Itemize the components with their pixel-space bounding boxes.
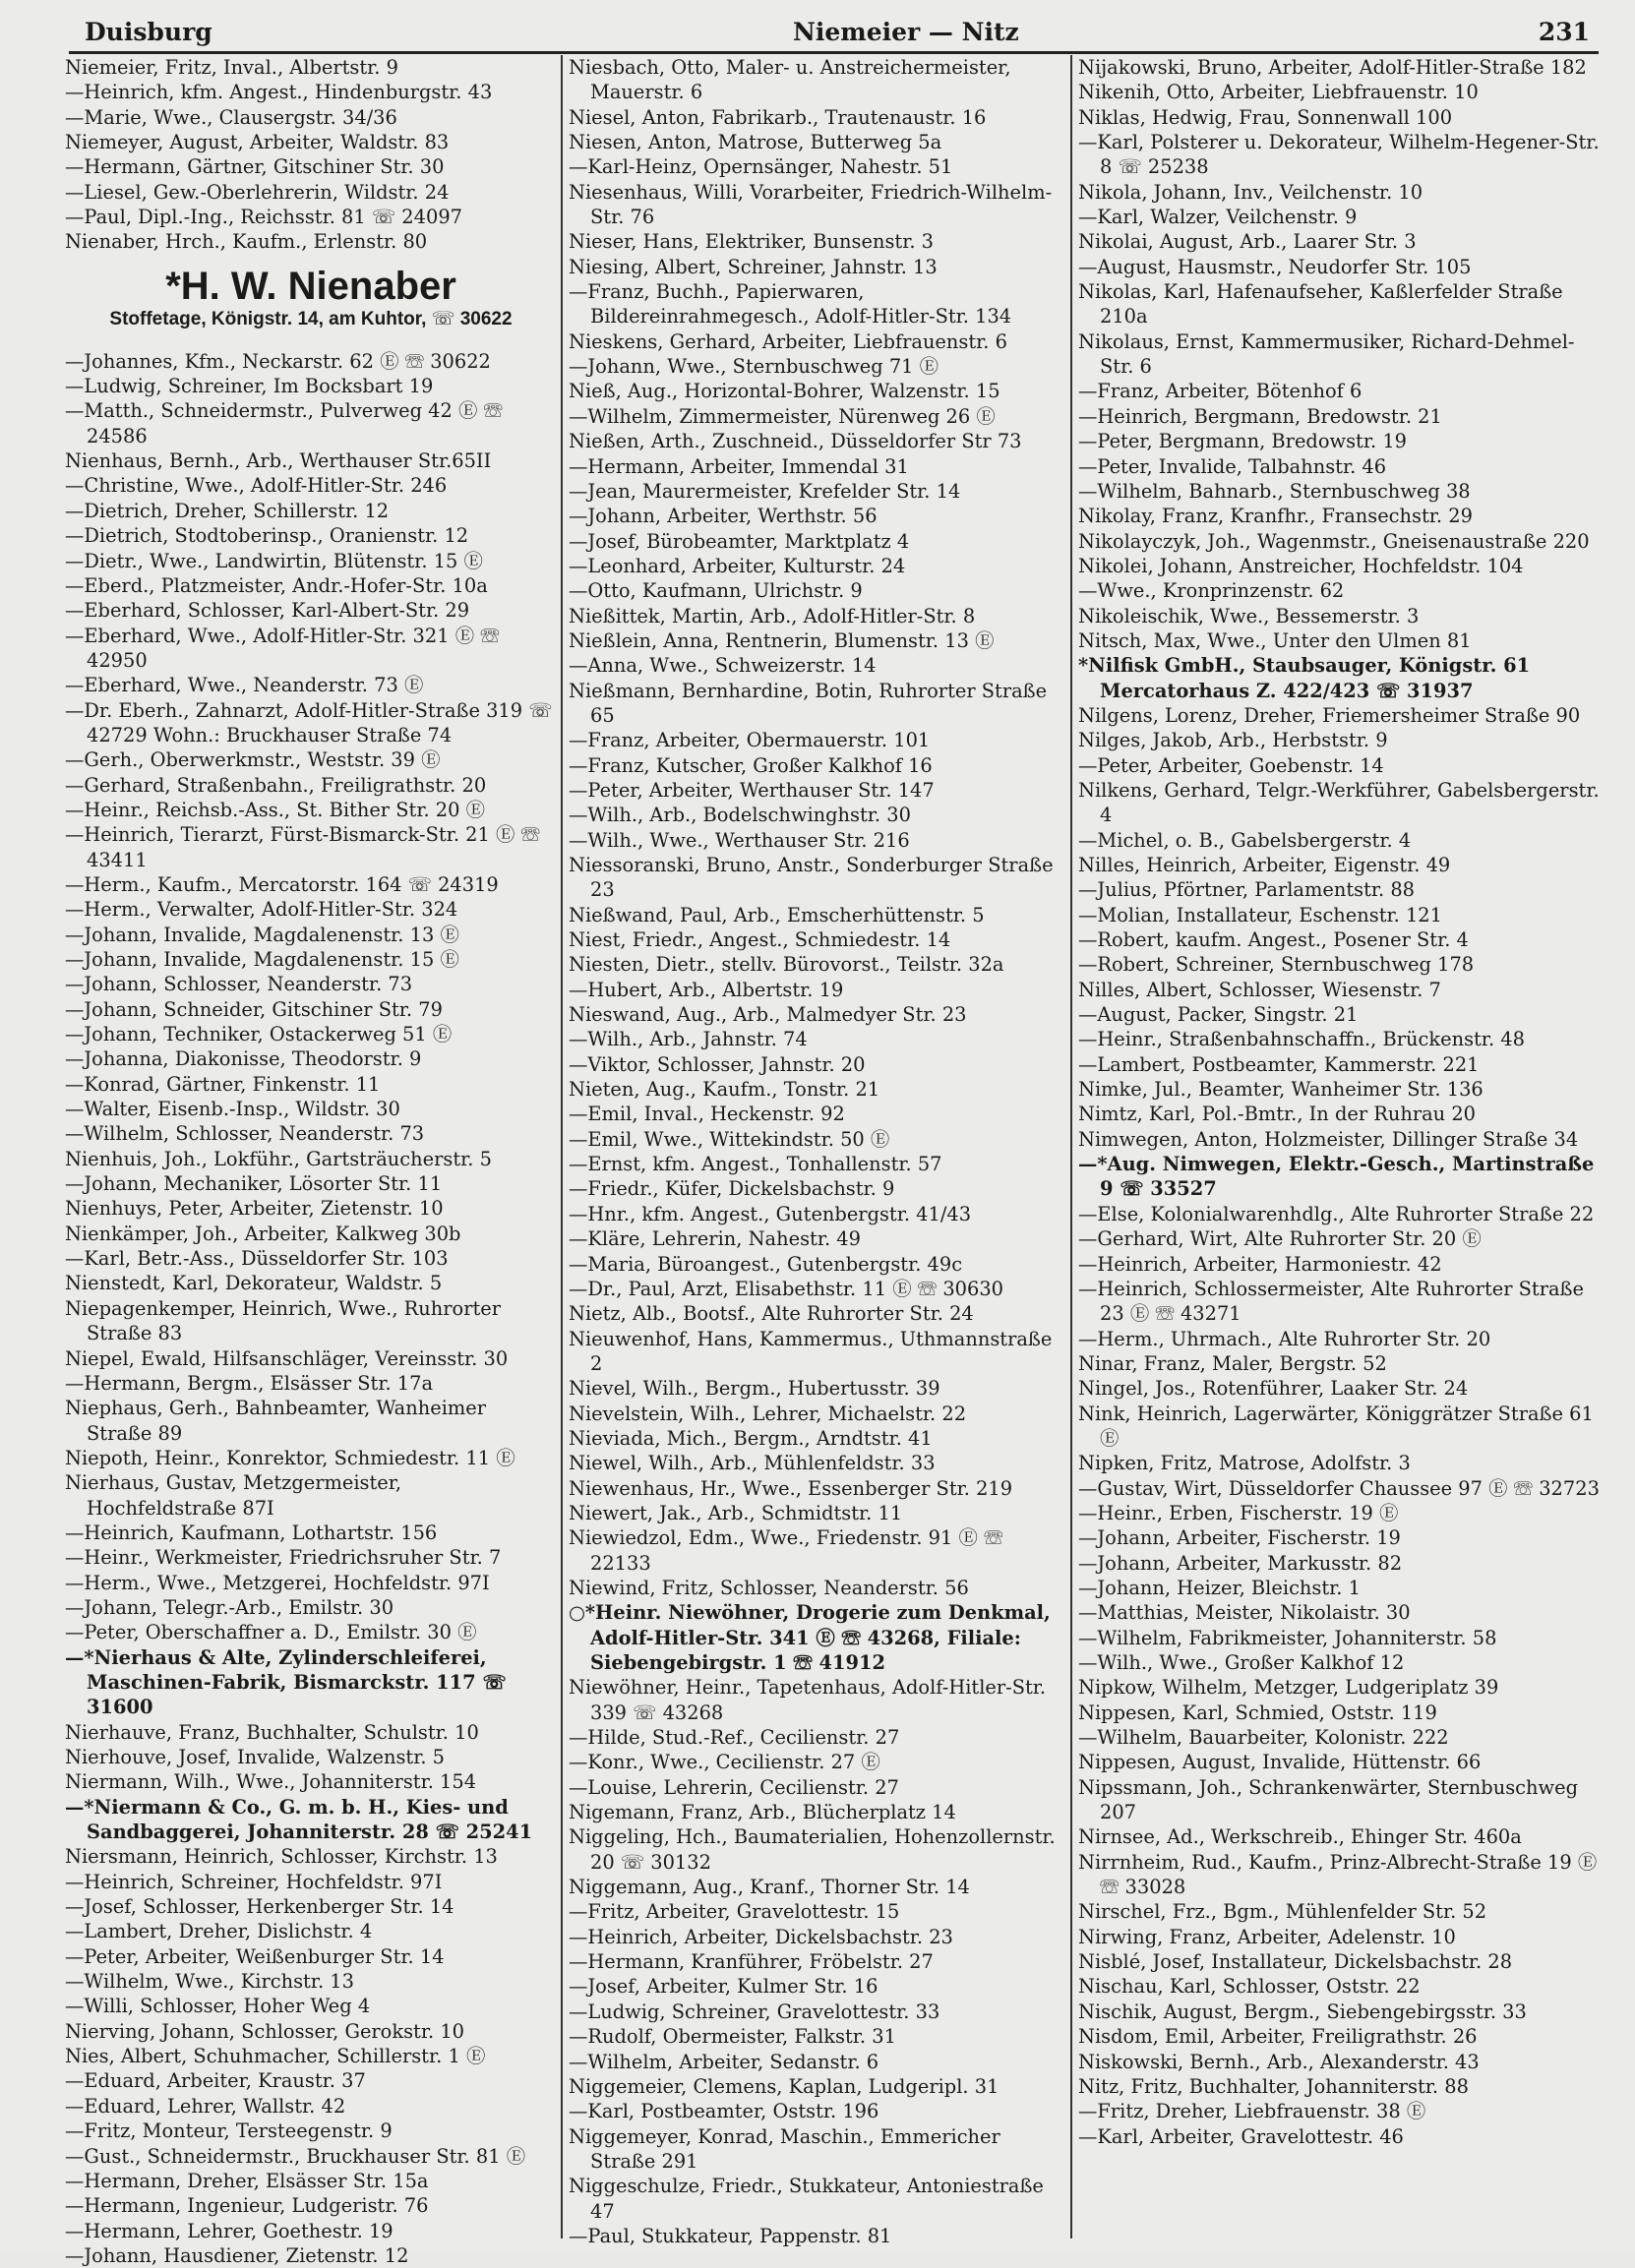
column-2: [569, 55, 1068, 2247]
directory-entry: —Johann, Hausdiener, Zietenstr. 12: [65, 2243, 409, 2267]
directory-entry: —Paul, Stukkateur, Pappenstr. 81: [569, 2224, 892, 2247]
directory-entry: —Wilhelm, Wwe., Kirchstr. 13: [65, 1970, 354, 1994]
directory-entry: Nipkow, Wilhelm, Metzger, Ludgeriplatz 39: [1078, 1676, 1499, 1700]
directory-entry: —Johann, Mechaniker, Lösorter Str. 11: [65, 1172, 443, 1196]
directory-entry: Niesel, Anton, Fabrikarb., Trautenaustr. 16: [569, 105, 987, 129]
directory-entry: Niepagenkemper, Heinrich, Wwe., Ruhrorter Straße 83: [65, 1296, 502, 1345]
directory-entry: Nink, Heinrich, Lagerwärter, Königgrätzer Straße 61 Ⓔ: [1078, 1402, 1594, 1450]
directory-entry: Nischik, August, Bergm., Siebengebirgsstr. 33: [1078, 1999, 1527, 2023]
directory-entry: Nimwegen, Anton, Holzmeister, Dillinger Straße 34: [1078, 1127, 1579, 1151]
directory-entry: —Wilh., Wwe., Großer Kalkhof 12: [1078, 1651, 1405, 1674]
directory-entry: Nieuwenhof, Hans, Kammermus., Uthmannstraße 2: [569, 1327, 1053, 1375]
directory-entry: —Karl, Arbeiter, Gravelottestr. 46: [1078, 2124, 1404, 2148]
directory-entry: Nikenih, Otto, Arbeiter, Liebfrauenstr. 10: [1078, 81, 1479, 104]
directory-entry: —Robert, Schreiner, Sternbuschweg 178: [1078, 953, 1475, 977]
directory-entry: —Wilhelm, Bahnarb., Sternbuschweg 38: [1078, 479, 1471, 503]
directory-entry: —Hermann, Kranführer, Fröbelstr. 27: [569, 1950, 934, 1974]
directory-entry: Nikolayczyk, Joh., Wagenmstr., Gneisenaustraße 220: [1078, 529, 1590, 553]
directory-entry: Ningel, Jos., Rotenführer, Laaker Str. 24: [1078, 1377, 1469, 1401]
directory-entry: Niersmann, Heinrich, Schlosser, Kirchstr. 13: [65, 1845, 498, 1869]
directory-entry: —Karl, Polsterer u. Dekorateur, Wilhelm-Hegener-Str. 8 ☏ 25238: [1078, 131, 1600, 179]
directory-entry: —Wilh., Wwe., Werthauser Str. 216: [569, 828, 910, 852]
advertisement: [65, 255, 557, 349]
directory-entry: —Dietrich, Dreher, Schillerstr. 12: [65, 499, 390, 522]
directory-entry: Nikolai, August, Arb., Laarer Str. 3: [1078, 230, 1417, 254]
directory-entry: —Ludwig, Schreiner, Im Bocksbart 19: [65, 375, 434, 398]
directory-entry: —Hilde, Stud.-Ref., Cecilienstr. 27: [569, 1726, 900, 1750]
directory-entry: —Dietrich, Stodtoberinsp., Oranienstr. 12: [65, 524, 469, 548]
directory-entry: Nigemann, Franz, Arb., Blücherplatz 14: [569, 1801, 956, 1824]
directory-entry: —Fritz, Dreher, Liebfrauenstr. 38 Ⓔ: [1078, 2100, 1426, 2123]
directory-entry: Niskowski, Bernh., Arb., Alexanderstr. 43: [1078, 2050, 1480, 2073]
directory-entry: Niermann, Wilh., Wwe., Johanniterstr. 154: [65, 1770, 477, 1794]
directory-entry: —Johann, Heizer, Bleichstr. 1: [1078, 1576, 1361, 1599]
directory-entry: —Hermann, Lehrer, Goethestr. 19: [65, 2219, 394, 2242]
directory-entry: Nienhuys, Peter, Arbeiter, Zietenstr. 10: [65, 1197, 444, 1221]
directory-entry: Nischau, Karl, Schlosser, Oststr. 22: [1078, 1975, 1421, 1999]
directory-entry: Nieß, Aug., Horizontal-Bohrer, Walzenstr. 15: [569, 380, 1000, 403]
directory-entry: —Heinrich, Arbeiter, Harmoniestr. 42: [1078, 1252, 1442, 1276]
directory-entry: Nietz, Alb., Bootsf., Alte Ruhrorter Str. 24: [569, 1302, 974, 1326]
directory-entry: Nitz, Fritz, Buchhalter, Johanniterstr. 88: [1078, 2074, 1469, 2098]
directory-entry: —Otto, Kaufmann, Ulrichstr. 9: [569, 579, 863, 603]
directory-entry: —Heinr., Straßenbahnschaffn., Brückenstr. 48: [1078, 1028, 1525, 1051]
directory-entry: Niesenhaus, Willi, Vorarbeiter, Friedrich-Wilhelm-Str. 76: [569, 180, 1053, 229]
directory-entry: —Konr., Wwe., Cecilienstr. 27 Ⓔ: [569, 1751, 880, 1774]
column-divider: [561, 55, 563, 2238]
directory-entry: —Hermann, Arbeiter, Immendal 31: [569, 454, 909, 478]
column-1: [65, 55, 557, 2267]
directory-entry: Nikola, Johann, Inv., Veilchenstr. 10: [1078, 180, 1423, 204]
directory-entry: Nierhauve, Franz, Buchhalter, Schulstr. 10: [65, 1720, 479, 1744]
directory-entry: —Hermann, Bergm., Elsässer Str. 17a: [65, 1371, 434, 1395]
directory-entry: —Dr. Eberh., Zahnarzt, Adolf-Hitler-Straße 319 ☏ 42729 Wohn.: Bruckhauser Straße 74: [65, 698, 553, 746]
directory-entry: Nirnsee, Ad., Werkschreib., Ehinger Str. 460a: [1078, 1825, 1522, 1849]
directory-entry: —Franz, Buchh., Papierwaren, Bildereinrahmegesch., Adolf-Hitler-Str. 134: [569, 280, 1012, 328]
directory-entry: —Johann, Wwe., Sternbuschweg 71 Ⓔ: [569, 355, 939, 379]
directory-entry: Ninar, Franz, Maler, Bergstr. 52: [1078, 1351, 1387, 1375]
directory-entry: —Heinrich, Bergmann, Bredowstr. 21: [1078, 404, 1442, 428]
directory-entry: —Marie, Wwe., Clausergstr. 34/36: [65, 105, 397, 129]
directory-entry: Niewert, Jak., Arb., Schmidtstr. 11: [569, 1501, 903, 1524]
directory-entry: —Ernst, kfm. Angest., Tonhallenstr. 57: [569, 1153, 942, 1176]
directory-entry: —Wilh., Arb., Jahnstr. 74: [569, 1028, 808, 1051]
directory-entry: —Walter, Eisenb.-Insp., Wildstr. 30: [65, 1098, 400, 1121]
directory-entry: —Wilhelm, Zimmermeister, Nürenweg 26 Ⓔ: [569, 404, 996, 428]
directory-entry: —Dr., Paul, Arzt, Elisabethstr. 11 Ⓔ ☏ 30630: [569, 1277, 1004, 1300]
directory-entry: Nieser, Hans, Elektriker, Bunsenstr. 3: [569, 230, 934, 254]
directory-entry: —August, Hausmstr., Neudorfer Str. 105: [1078, 255, 1472, 278]
directory-entry: Nilges, Jakob, Arb., Herbststr. 9: [1078, 729, 1388, 752]
directory-entry: *Nilfisk GmbH., Staubsauger, Königstr. 61 Mercatorhaus Z. 422/423 ☏ 31937: [1078, 654, 1531, 702]
column-1-entries-bottom: [65, 349, 557, 2268]
header-city: Duisburg: [85, 18, 212, 46]
directory-entry: —Anna, Wwe., Schweizerstr. 14: [569, 654, 877, 678]
directory-entry: —Wilhelm, Fabrikmeister, Johanniterstr. 58: [1078, 1626, 1497, 1649]
ad-name: *H. W. Nienaber: [165, 264, 456, 308]
directory-entry: —Peter, Oberschaffner a. D., Emilstr. 30 Ⓔ: [65, 1621, 477, 1644]
directory-entry: —Herm., Uhrmach., Alte Ruhrorter Str. 20: [1078, 1327, 1491, 1350]
directory-entry: —Karl, Betr.-Ass., Düsseldorfer Str. 103: [65, 1247, 449, 1271]
directory-entry: Nienhuis, Joh., Lokführ., Gartsträucherstr. 5: [65, 1147, 492, 1170]
directory-entry: Nievelstein, Wilh., Lehrer, Michaelstr. 22: [569, 1402, 967, 1425]
directory-entry: —Fritz, Monteur, Tersteegenstr. 9: [65, 2119, 393, 2143]
directory-entry: Nießlein, Anna, Rentnerin, Blumenstr. 13 Ⓔ: [569, 628, 995, 652]
directory-entry: —Willi, Schlosser, Hoher Weg 4: [65, 1995, 371, 2018]
directory-entry: Nienstedt, Karl, Dekorateur, Waldstr. 5: [65, 1272, 443, 1295]
directory-entry: Nieviada, Mich., Bergm., Arndtstr. 41: [569, 1426, 933, 1450]
directory-entry: —Peter, Arbeiter, Weißenburger Str. 14: [65, 1944, 445, 1968]
directory-entry: —Johann, Invalide, Magdalenenstr. 13 Ⓔ: [65, 923, 459, 946]
directory-entry: Nikolei, Johann, Anstreicher, Hochfeldstr. 104: [1078, 554, 1524, 577]
directory-entry: Nilles, Albert, Schlosser, Wiesenstr. 7: [1078, 978, 1441, 1001]
directory-entry: Nippesen, August, Invalide, Hüttenstr. 66: [1078, 1751, 1482, 1774]
directory-entry: —Julius, Pförtner, Parlamentstr. 88: [1078, 878, 1416, 902]
directory-entry: Nievel, Wilh., Bergm., Hubertusstr. 39: [569, 1377, 940, 1401]
directory-entry: —Christine, Wwe., Adolf-Hitler-Str. 246: [65, 474, 448, 498]
directory-entry: Niest, Friedr., Angest., Schmiedestr. 14: [569, 928, 951, 952]
directory-entry: Niewind, Fritz, Schlosser, Neanderstr. 56: [569, 1576, 969, 1599]
directory-entry: Nimke, Jul., Beamter, Wanheimer Str. 136: [1078, 1078, 1484, 1102]
directory-entry: —Gust., Schneidermstr., Bruckhauser Str. 81 Ⓔ: [65, 2144, 526, 2168]
directory-entry: —Johann, Telegr.-Arb., Emilstr. 30: [65, 1595, 394, 1619]
directory-entry: Nieten, Aug., Kaufm., Tonstr. 21: [569, 1078, 880, 1102]
directory-entry: —Fritz, Arbeiter, Gravelottestr. 15: [569, 1900, 900, 1924]
directory-entry: Nitsch, Max, Wwe., Unter den Ulmen 81: [1078, 628, 1472, 652]
directory-entry: —Maria, Büroangest., Gutenbergstr. 49c: [569, 1252, 963, 1276]
directory-entry: —Robert, kaufm. Angest., Posener Str. 4: [1078, 928, 1469, 952]
directory-entry: Nießwand, Paul, Arb., Emscherhüttenstr. 5: [569, 903, 985, 926]
directory-entry: —Heinrich, kfm. Angest., Hindenburgstr. 43: [65, 81, 493, 104]
directory-entry: —Heinr., Werkmeister, Friedrichsruher Str. 7: [65, 1546, 502, 1570]
directory-entry: —*Nierhaus & Alte, Zylinderschleiferei, Maschinen-Fabrik, Bismarckstr. 117 ☏ 31600: [65, 1645, 507, 1719]
directory-entry: —Michel, o. B., Gabelsbergerstr. 4: [1078, 828, 1412, 852]
directory-entry: —Leonhard, Arbeiter, Kulturstr. 24: [569, 554, 906, 577]
directory-entry: Niessoranski, Bruno, Anstr., Sonderburger Straße 23: [569, 854, 1054, 902]
directory-entry: Nimtz, Karl, Pol.-Bmtr., In der Ruhrau 20: [1078, 1103, 1477, 1126]
directory-entry: —Wilhelm, Arbeiter, Sedanstr. 6: [569, 2050, 879, 2073]
directory-entry: —Johannes, Kfm., Neckarstr. 62 Ⓔ ☏ 30622: [65, 349, 491, 373]
directory-entry: —Wwe., Kronprinzenstr. 62: [1078, 579, 1345, 603]
directory-entry: Nienaber, Hrch., Kaufm., Erlenstr. 80: [65, 230, 428, 254]
directory-entry: Nikolaus, Ernst, Kammermusiker, Richard-Dehmel-Str. 6: [1078, 329, 1575, 379]
directory-entry: —Wilhelm, Bauarbeiter, Kolonistr. 222: [1078, 1726, 1449, 1750]
directory-entry: —Else, Kolonialwarenhdlg., Alte Ruhrorter Straße 22: [1078, 1202, 1595, 1225]
directory-entry: Nikoleischik, Wwe., Bessemerstr. 3: [1078, 604, 1420, 627]
directory-entry: —Emil, Inval., Heckenstr. 92: [569, 1103, 845, 1126]
directory-entry: Niewöhner, Heinr., Tapetenhaus, Adolf-Hitler-Str. 339 ☏ 43268: [569, 1676, 1047, 1724]
directory-entry: —Jean, Maurermeister, Krefelder Str. 14: [569, 479, 961, 503]
directory-entry: —Heinrich, Schlossermeister, Alte Ruhrorter Straße 23 Ⓔ ☏ 43271: [1078, 1277, 1584, 1326]
directory-entry: Nilles, Heinrich, Arbeiter, Eigenstr. 49: [1078, 854, 1451, 876]
directory-entry: —Rudolf, Obermeister, Falkstr. 31: [569, 2025, 896, 2049]
directory-entry: —Matthias, Meister, Nikolaistr. 30: [1078, 1601, 1411, 1625]
directory-entry: —Eberhard, Wwe., Adolf-Hitler-Str. 321 Ⓔ ☏ 42950: [65, 624, 500, 672]
column-3-entries: [1078, 55, 1602, 2149]
page-number: 231: [1538, 18, 1590, 46]
directory-entry: —August, Packer, Singstr. 21: [1078, 1003, 1359, 1027]
directory-entry: —Matth., Schneidermstr., Pulverweg 42 Ⓔ ☏ 24586: [65, 399, 503, 448]
directory-entry: Nikolas, Karl, Hafenaufseher, Kaßlerfelder Straße 210a: [1078, 280, 1563, 328]
column-2-entries: [569, 55, 1068, 2248]
directory-entry: Niemeyer, August, Arbeiter, Waldstr. 83: [65, 131, 450, 154]
directory-entry: Niggeschulze, Friedr., Stukkateur, Antoniestraße 47: [569, 2175, 1044, 2223]
directory-entry: —Gerh., Oberwerkmstr., Weststr. 39 Ⓔ: [65, 748, 441, 772]
directory-entry: Niesing, Albert, Schreiner, Jahnstr. 13: [569, 255, 938, 278]
column-3: [1078, 55, 1602, 2238]
directory-entry: —Wilhelm, Schlosser, Neanderstr. 73: [65, 1122, 425, 1146]
directory-entry: Nirwing, Franz, Arbeiter, Adelenstr. 10: [1078, 1925, 1456, 1948]
directory-entry: —Molian, Installateur, Eschenstr. 121: [1078, 903, 1442, 926]
directory-entry: —Johanna, Diakonisse, Theodorstr. 9: [65, 1047, 422, 1071]
ad-address: Stoffetage, Königstr. 14, am Kuhtor, ☏ 30622: [109, 308, 513, 329]
directory-entry: —Herm., Verwalter, Adolf-Hitler-Str. 324: [65, 898, 458, 922]
directory-entry: —Heinrich, Kaufmann, Lothartstr. 156: [65, 1521, 438, 1544]
directory-entry: —Johann, Arbeiter, Werthstr. 56: [569, 505, 878, 528]
directory-entry: —Gerhard, Wirt, Alte Ruhrorter Str. 20 Ⓔ: [1078, 1227, 1482, 1251]
directory-entry: —Heinrich, Tierarzt, Fürst-Bismarck-Str. 21 Ⓔ ☏ 43411: [65, 823, 540, 871]
directory-entry: Nierhaus, Gustav, Metzgermeister, Hochfeldstraße 87I: [65, 1471, 402, 1520]
directory-entry: —Viktor, Schlosser, Jahnstr. 20: [569, 1052, 866, 1076]
directory-entry: Nisblé, Josef, Installateur, Dickelsbachstr. 28: [1078, 1950, 1513, 1974]
directory-entry: Nießen, Arth., Zuschneid., Düsseldorfer Str 73: [569, 430, 1022, 453]
directory-entry: —Johann, Schneider, Gitschiner Str. 79: [65, 997, 443, 1021]
directory-entry: —Kläre, Lehrerin, Nahestr. 49: [569, 1227, 861, 1251]
directory-entry: —Hubert, Arb., Albertstr. 19: [569, 978, 844, 1001]
directory-entry: —Eberd., Platzmeister, Andr.-Hofer-Str. 10a: [65, 573, 488, 597]
directory-entry: Niggemann, Aug., Kranf., Thorner Str. 14: [569, 1876, 970, 1899]
directory-entry: —Peter, Arbeiter, Goebenstr. 14: [1078, 753, 1384, 777]
directory-entry: Niewenhaus, Hr., Wwe., Essenberger Str. 219: [569, 1476, 1013, 1500]
directory-entry: —Karl-Heinz, Opernsänger, Nahestr. 51: [569, 155, 953, 179]
directory-entry: —Johann, Arbeiter, Markusstr. 82: [1078, 1551, 1403, 1575]
directory-entry: —Herm., Kaufm., Mercatorstr. 164 ☏ 24319: [65, 872, 499, 896]
directory-entry: —Gustav, Wirt, Düsseldorfer Chaussee 97 Ⓔ ☏ 32723: [1078, 1476, 1600, 1500]
directory-entry: —Karl, Walzer, Veilchenstr. 9: [1078, 206, 1358, 229]
directory-entry: Nilkens, Gerhard, Telgr.-Werkführer, Gabelsbergerstr. 4: [1078, 778, 1600, 827]
directory-entry: —Hermann, Gärtner, Gitschiner Str. 30: [65, 155, 445, 179]
directory-entry: Nieskens, Gerhard, Arbeiter, Liebfrauenstr. 6: [569, 329, 1007, 353]
directory-entry: —Franz, Arbeiter, Obermauerstr. 101: [569, 729, 931, 752]
directory-entry: —Johann, Schlosser, Neanderstr. 73: [65, 973, 413, 996]
directory-entry: Nies, Albert, Schuhmacher, Schillerstr. 1 Ⓔ: [65, 2045, 486, 2068]
directory-entry: Nirschel, Frz., Bgm., Mühlenfelder Str. 52: [1078, 1900, 1487, 1924]
directory-entry: Nierving, Johann, Schlosser, Gerokstr. 10: [65, 2019, 464, 2043]
directory-entry: —Louise, Lehrerin, Cecilienstr. 27: [569, 1775, 899, 1799]
directory-entry: Nienhaus, Bernh., Arb., Werthauser Str.65II: [65, 449, 492, 473]
directory-entry: —Johann, Arbeiter, Fischerstr. 19: [1078, 1526, 1401, 1550]
directory-entry: —Franz, Kutscher, Großer Kalkhof 16: [569, 753, 933, 777]
directory-entry: Niepoth, Heinr., Konrektor, Schmiedestr. 11 Ⓔ: [65, 1446, 515, 1469]
directory-entry: —Heinr., Reichsb.-Ass., St. Bither Str. 20 Ⓔ: [65, 798, 486, 821]
directory-entry: —Josef, Schlosser, Herkenberger Str. 14: [65, 1895, 454, 1919]
directory-entry: Nießmann, Bernhardine, Botin, Ruhrorter Straße 65: [569, 679, 1048, 727]
directory-entry: —Heinrich, Schreiner, Hochfeldstr. 97I: [65, 1870, 443, 1893]
directory-entry: Niesten, Dietr., stellv. Bürovorst., Teilstr. 32a: [569, 953, 1004, 977]
header-range: Niemeier — Nitz: [793, 18, 1019, 46]
directory-entry: —Ludwig, Schreiner, Gravelottestr. 33: [569, 1999, 940, 2023]
directory-entry: —Lambert, Postbeamter, Kammerstr. 221: [1078, 1052, 1480, 1076]
directory-entry: —Eduard, Arbeiter, Kraustr. 37: [65, 2069, 366, 2093]
directory-entry: —*Aug. Nimwegen, Elektr.-Gesch., Martinstraße 9 ☏ 33527: [1078, 1153, 1595, 1201]
directory-entry: Niephaus, Gerh., Bahnbeamter, Wanheimer Straße 89: [65, 1397, 487, 1445]
directory-entry: Nirrnheim, Rud., Kaufm., Prinz-Albrecht-Straße 19 Ⓔ ☏ 33028: [1078, 1850, 1598, 1899]
directory-entry: Niesen, Anton, Matrose, Butterweg 5a: [569, 131, 942, 154]
directory-entry: Niewel, Wilh., Arb., Mühlenfeldstr. 33: [569, 1452, 936, 1475]
directory-entry: Niepel, Ewald, Hilfsanschläger, Vereinsstr. 30: [65, 1346, 509, 1370]
directory-entry: Nierhouve, Josef, Invalide, Walzenstr. 5: [65, 1746, 446, 1768]
directory-entry: Niemeier, Fritz, Inval., Albertstr. 9: [65, 56, 398, 79]
directory-entry: —Herm., Wwe., Metzgerei, Hochfeldstr. 97I: [65, 1571, 490, 1594]
directory-entry: Niesbach, Otto, Maler- u. Anstreichermeister, Mauerstr. 6: [569, 56, 1011, 104]
directory-entry: Nipken, Fritz, Matrose, Adolfstr. 3: [1078, 1452, 1411, 1475]
directory-entry: Nippesen, Karl, Schmied, Oststr. 119: [1078, 1701, 1437, 1724]
column-divider: [1070, 55, 1072, 2238]
directory-entry: ○*Heinr. Niewöhner, Drogerie zum Denkmal, Adolf-Hitler-Str. 341 Ⓔ ☏ 43268, Filiale: Siebengebirgstr. 1 ☏ 41912: [569, 1601, 1051, 1674]
header-divider: [69, 51, 1599, 54]
directory-entry: Niggemeyer, Konrad, Maschin., Emmericher Straße 291: [569, 2124, 1000, 2173]
directory-entry: —Hermann, Ingenieur, Ludgeristr. 76: [65, 2194, 429, 2218]
directory-entry: —Liesel, Gew.-Oberlehrerin, Wildstr. 24: [65, 180, 450, 204]
directory-entry: —Karl, Postbeamter, Oststr. 196: [569, 2100, 879, 2123]
directory-entry: —Lambert, Dreher, Dislichstr. 4: [65, 1920, 373, 1943]
directory-entry: —Johann, Invalide, Magdalenenstr. 15 Ⓔ: [65, 948, 459, 971]
directory-entry: —Gerhard, Straßenbahn., Freiligrathstr. 20: [65, 773, 487, 797]
directory-entry: —Peter, Invalide, Talbahnstr. 46: [1078, 454, 1387, 478]
directory-entry: —Konrad, Gärtner, Finkenstr. 11: [65, 1072, 381, 1096]
directory-entry: Nilgens, Lorenz, Dreher, Friemersheimer Straße 90: [1078, 703, 1581, 727]
directory-entry: Nipssmann, Joh., Schrankenwärter, Sternbuschweg 207: [1078, 1775, 1578, 1824]
directory-entry: —Wilh., Arb., Bodelschwinghstr. 30: [569, 804, 911, 827]
directory-entry: —Eduard, Lehrer, Wallstr. 42: [65, 2094, 346, 2118]
directory-entry: —Johann, Techniker, Ostackerweg 51 Ⓔ: [65, 1023, 453, 1046]
directory-entry: Niggeling, Hch., Baumaterialien, Hohenzollernstr. 20 ☏ 30132: [569, 1825, 1056, 1874]
directory-entry: —Eberhard, Wwe., Neanderstr. 73 Ⓔ: [65, 674, 424, 697]
directory-entry: —Emil, Wwe., Wittekindstr. 50 Ⓔ: [569, 1127, 890, 1151]
directory-entry: —Paul, Dipl.-Ing., Reichsstr. 81 ☏ 24097: [65, 206, 462, 229]
directory-entry: —Franz, Arbeiter, Bötenhof 6: [1078, 380, 1362, 403]
column-1-entries-top: [65, 55, 557, 255]
directory-entry: Nikolay, Franz, Kranfhr., Fransechstr. 29: [1078, 505, 1473, 528]
directory-entry: —Hnr., kfm. Angest., Gutenbergstr. 41/43: [569, 1202, 972, 1225]
directory-entry: —Peter, Arbeiter, Werthauser Str. 147: [569, 778, 935, 802]
directory-entry: Niggemeier, Clemens, Kaplan, Ludgeripl. 31: [569, 2074, 999, 2098]
directory-entry: Nisdom, Emil, Arbeiter, Freiligrathstr. 26: [1078, 2025, 1478, 2049]
directory-entry: —Heinrich, Arbeiter, Dickelsbachstr. 23: [569, 1925, 953, 1948]
directory-entry: —Josef, Arbeiter, Kulmer Str. 16: [569, 1975, 878, 1999]
directory-entry: Niewiedzol, Edm., Wwe., Friedenstr. 91 Ⓔ ☏ 22133: [569, 1526, 1003, 1575]
directory-entry: Niklas, Hedwig, Frau, Sonnenwall 100: [1078, 105, 1453, 129]
directory-entry: —Josef, Bürobeamter, Marktplatz 4: [569, 529, 910, 553]
directory-entry: —Heinr., Erben, Fischerstr. 19 Ⓔ: [1078, 1501, 1399, 1524]
directory-entry: Nijakowski, Bruno, Arbeiter, Adolf-Hitler-Straße 182: [1078, 56, 1587, 79]
directory-entry: Nienkämper, Joh., Arbeiter, Kalkweg 30b: [65, 1222, 461, 1245]
directory-entry: —Dietr., Wwe., Landwirtin, Blütenstr. 15 Ⓔ: [65, 549, 483, 572]
directory-entry: —*Niermann & Co., G. m. b. H., Kies- und Sandbaggerei, Johanniterstr. 28 ☏ 25241: [65, 1795, 533, 1844]
directory-entry: —Hermann, Dreher, Elsässer Str. 15a: [65, 2169, 429, 2192]
directory-entry: —Friedr., Küfer, Dickelsbachstr. 9: [569, 1177, 895, 1201]
directory-entry: Nieswand, Aug., Arb., Malmedyer Str. 23: [569, 1003, 967, 1027]
directory-entry: —Eberhard, Schlosser, Karl-Albert-Str. 29: [65, 599, 470, 623]
directory-entry: Nießittek, Martin, Arb., Adolf-Hitler-Str. 8: [569, 604, 976, 627]
directory-entry: —Peter, Bergmann, Bredowstr. 19: [1078, 430, 1407, 453]
